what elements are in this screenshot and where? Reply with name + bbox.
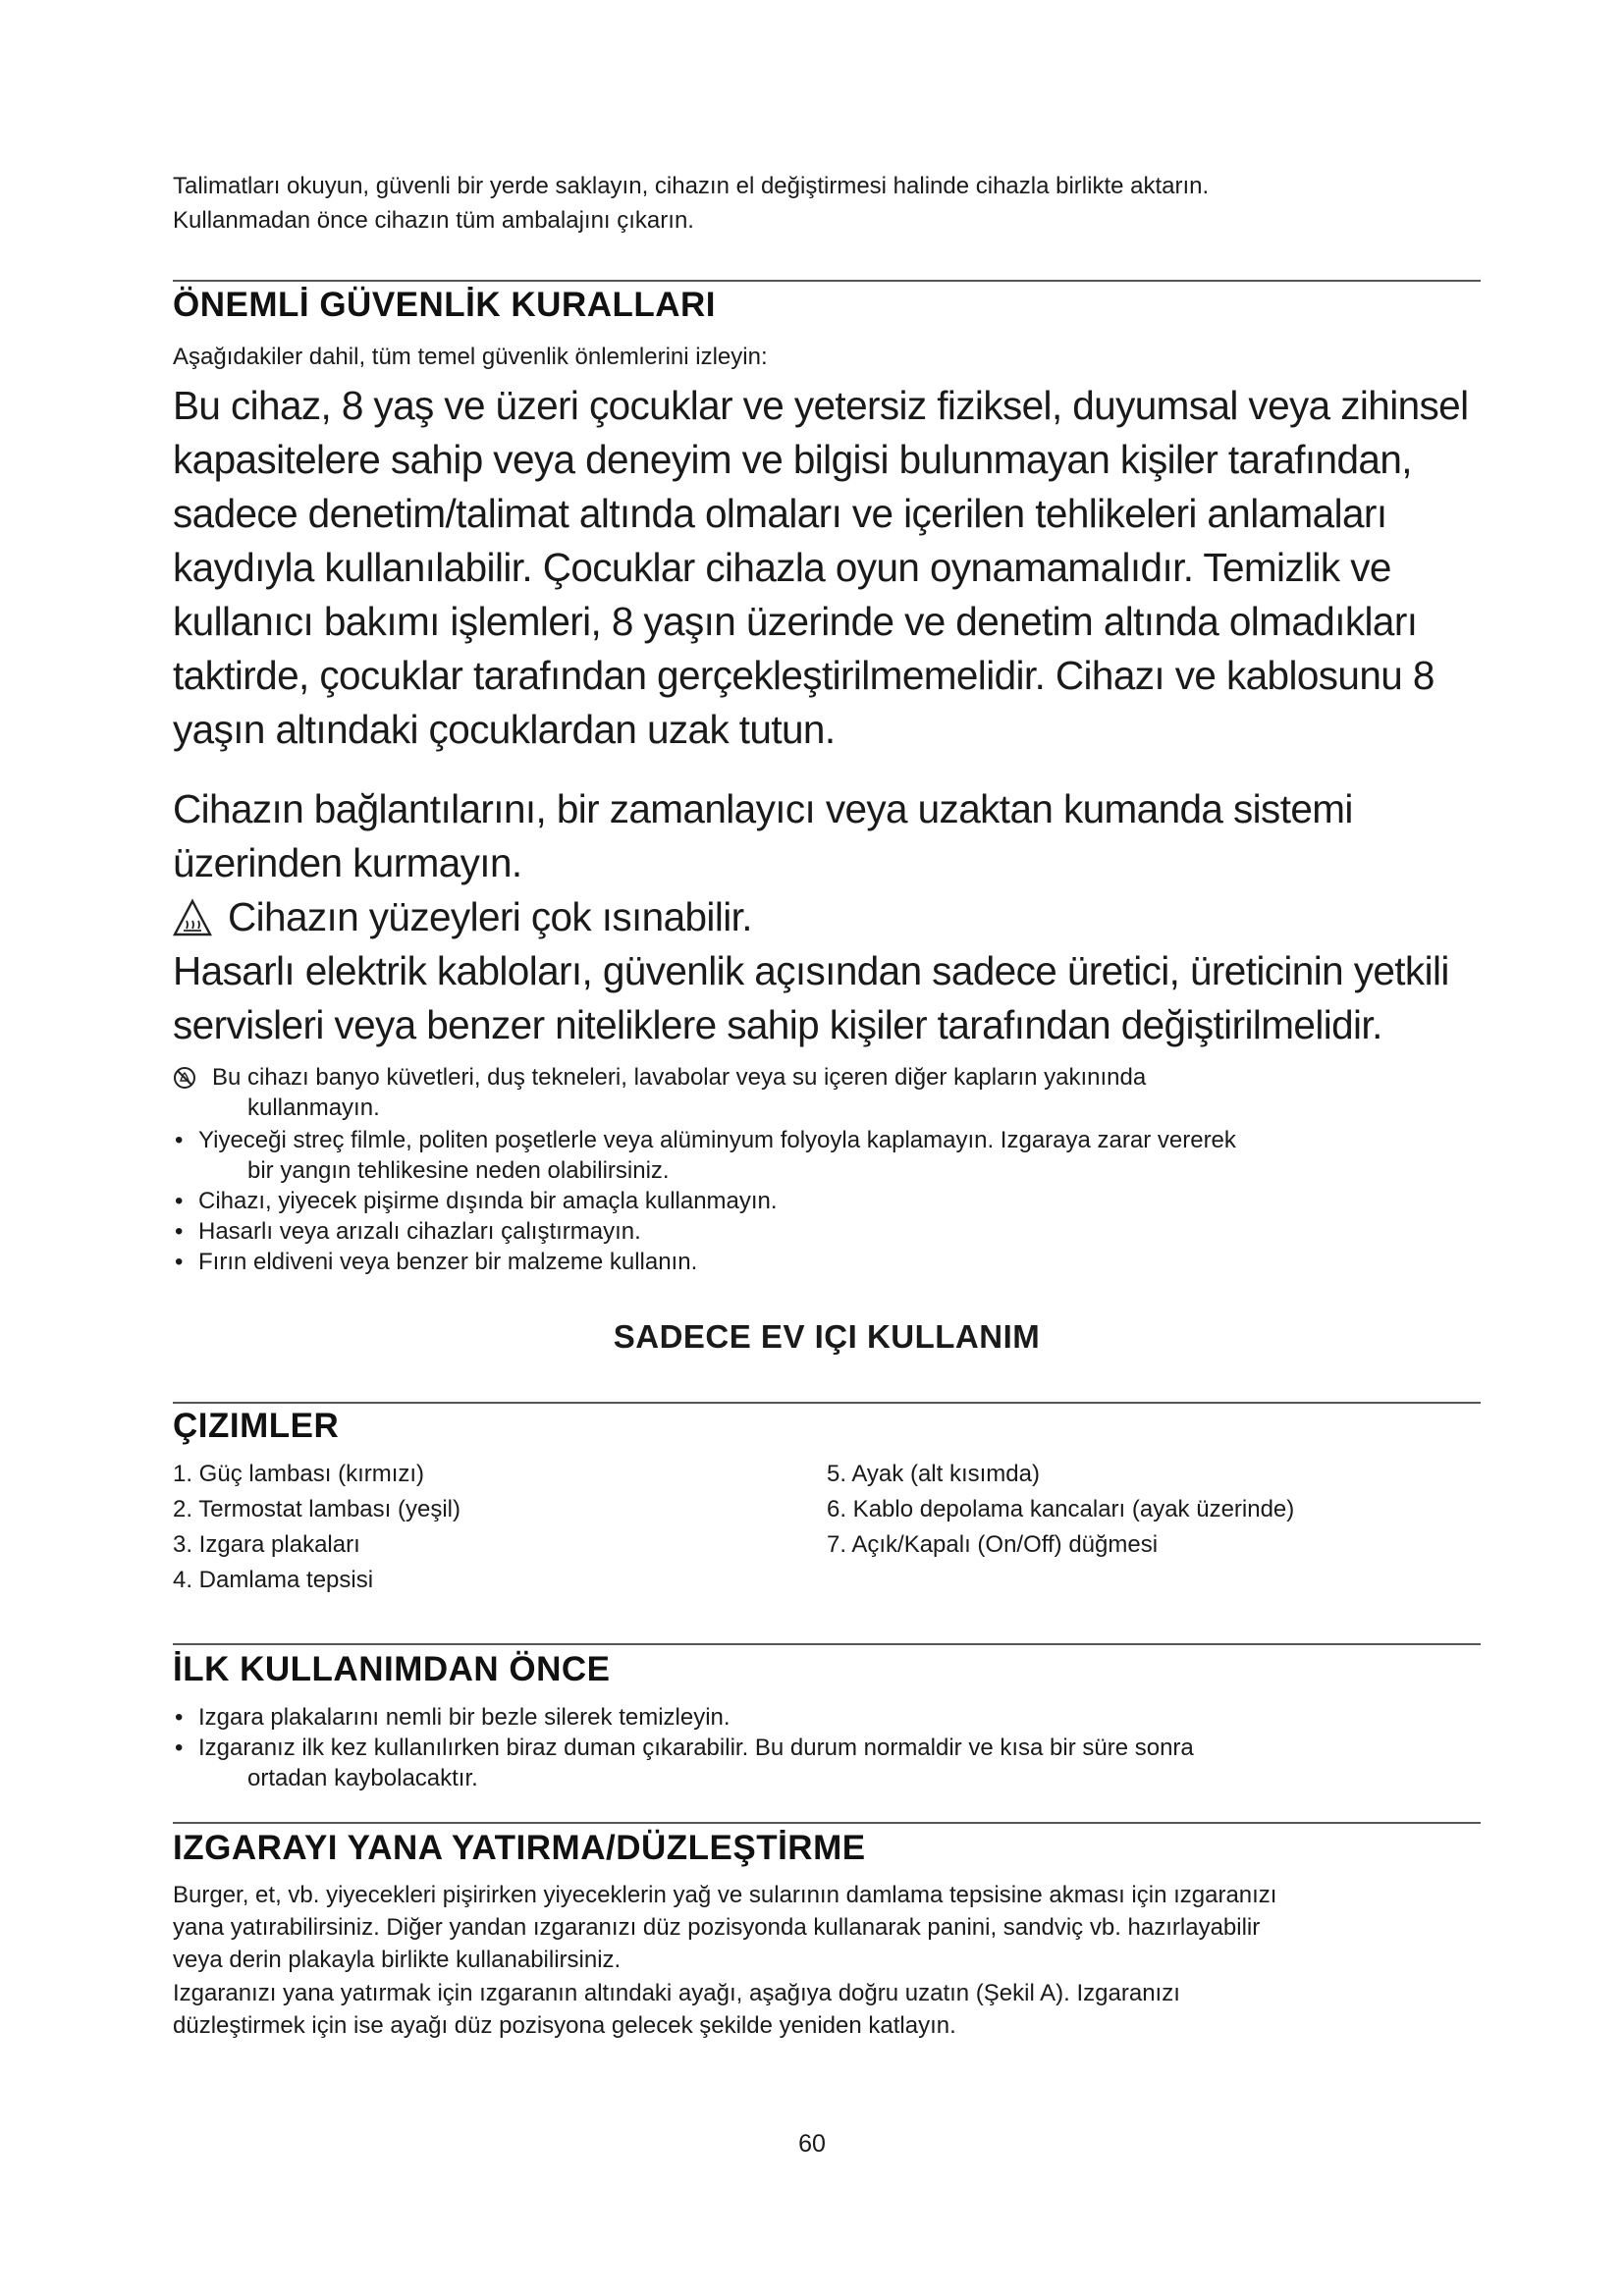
parts-column-right (827, 1457, 1481, 1598)
water-warning (173, 1062, 1481, 1123)
intro-line-2: Kullanmadan önce cihazın tüm ambalajını çıkarın. (173, 207, 694, 234)
safety-bullet-list (173, 1125, 1481, 1277)
first-use-heading: İLK KULLANIMDAN ÖNCE (173, 1650, 611, 1688)
list-item: • Izgaranız ilk kez kullanılırken biraz duman çıkarabilir. Bu durum normaldir ve kısa bir süre sonra ortadan kaybolacaktır. (175, 1735, 1194, 1791)
household-use-heading: SADECE EV IÇI KULLANIM (613, 1318, 1041, 1355)
list-item: 7. Açık/Kapalı (On/Off) düğmesi (827, 1531, 1159, 1558)
tilting-paragraph-2: Izgaranızı yana yatırmak için ızgaranın altındaki ayağı, aşağıya doğru uzatın (Şekil A). Izgaranızı düzleştirmek için ise ayağı düz pozisyona gelecek şekilde yeniden katlayın. (173, 1980, 1180, 2039)
page-number: 60 (798, 2130, 826, 2158)
section-divider (173, 1822, 1481, 1824)
intro-text (173, 169, 1481, 238)
list-item: • Hasarlı veya arızalı cihazları çalıştırmayın. (175, 1218, 641, 1245)
list-item: • Cihazı, yiyecek pişirme dışında bir amaçla kullanmayın. (175, 1188, 778, 1214)
tilting-paragraph-1: Burger, et, vb. yiyecekleri pişirirken yiyeceklerin yağ ve sularının damlama tepsisine akması için ızgaranızı yana yatırabilirsiniz. Diğer yandan ızgaranızı düz pozisyonda kullanarak panini, sandviç vb. hazırlayabilir veya derin plakayla birlikte kullanabilirsiniz. (173, 1882, 1277, 1973)
drawings-heading: ÇIZIMLER (173, 1407, 340, 1445)
drawings-parts-list (173, 1457, 1481, 1598)
water-warning-line-1: Bu cihazı banyo küvetleri, duş tekneleri, lavabolar veya su içeren diğer kapların yakınında (212, 1064, 1147, 1091)
water-warning-line-2: kullanmayın. (247, 1095, 380, 1121)
parts-column-left (173, 1457, 827, 1598)
list-item: 5. Ayak (alt kısımda) (827, 1461, 1040, 1487)
section-divider (173, 1402, 1481, 1404)
list-item: 4. Damlama tepsisi (173, 1567, 374, 1593)
list-item: 2. Termostat lambası (yeşil) (173, 1496, 460, 1522)
safety-subtitle: Aşağıdakiler dahil, tüm temel güvenlik önlemlerini izleyin: (173, 344, 768, 370)
hot-surface-warning (173, 890, 1481, 944)
safety-paragraph-cables: Hasarlı elektrik kabloları, güvenlik açısından sadece üretici, üreticinin yetkili servisleri veya benzer niteliklere sahip kişiler tarafından değiştirilmelidir. (173, 948, 1449, 1047)
safety-heading: ÖNEMLİ GÜVENLİK KURALLARI (173, 286, 717, 324)
list-item: • Yiyeceği streç filmle, politen poşetlerle veya alüminyum folyoyla kaplamayın. Izgaraya zarar vererek bir yangın tehlikesine neden olabilirsiniz. (175, 1127, 1236, 1184)
list-item: • Izgara plakalarını nemli bir bezle silerek temizleyin. (175, 1704, 731, 1731)
intro-line-1: Talimatları okuyun, güvenli bir yerde saklayın, cihazın el değiştirmesi halinde cihazla birlikte aktarın. (173, 173, 1210, 199)
safety-paragraph-timer: Cihazın bağlantılarını, bir zamanlayıcı veya uzaktan kumanda sistemi üzerinden kurmayın. (173, 786, 1353, 885)
first-use-bullet-list (173, 1702, 1481, 1793)
hot-surface-warning-icon (173, 898, 212, 937)
safety-paragraph-children: Bu cihaz, 8 yaş ve üzeri çocuklar ve yetersiz fiziksel, duyumsal veya zihinsel kapasitelere sahip veya deneyim ve bilgisi bulunmayan kişiler tarafından, sadece denetim/talimat altında olmaları ve içerilen tehlikeleri anlamaları kaydıyla kullanılabilir. Çocuklar cihazla oyun oynamamalıdır. Temizlik ve kullanıcı bakımı işlemleri, 8 yaşın üzerinde ve denetim altında olmadıkları taktirde, çocuklar tarafından gerçekleştirilmemelidir. Cihazı ve kablosunu 8 yaşın altındaki çocuklardan uzak tutun. (173, 383, 1469, 752)
list-item: 6. Kablo depolama kancaları (ayak üzerinde) (827, 1496, 1295, 1522)
tilting-heading: IZGARAYI YANA YATIRMA/DÜZLEŞTİRME (173, 1829, 866, 1867)
list-item: 3. Izgara plakaları (173, 1531, 360, 1558)
list-item: • Fırın eldiveni veya benzer bir malzeme kullanın. (175, 1249, 698, 1275)
hot-surface-warning-text: Cihazın yüzeyleri çok ısınabilir. (228, 894, 752, 939)
section-divider (173, 280, 1481, 282)
section-divider (173, 1643, 1481, 1645)
list-item: 1. Güç lambası (kırmızı) (173, 1461, 425, 1487)
no-water-icon (173, 1066, 196, 1090)
